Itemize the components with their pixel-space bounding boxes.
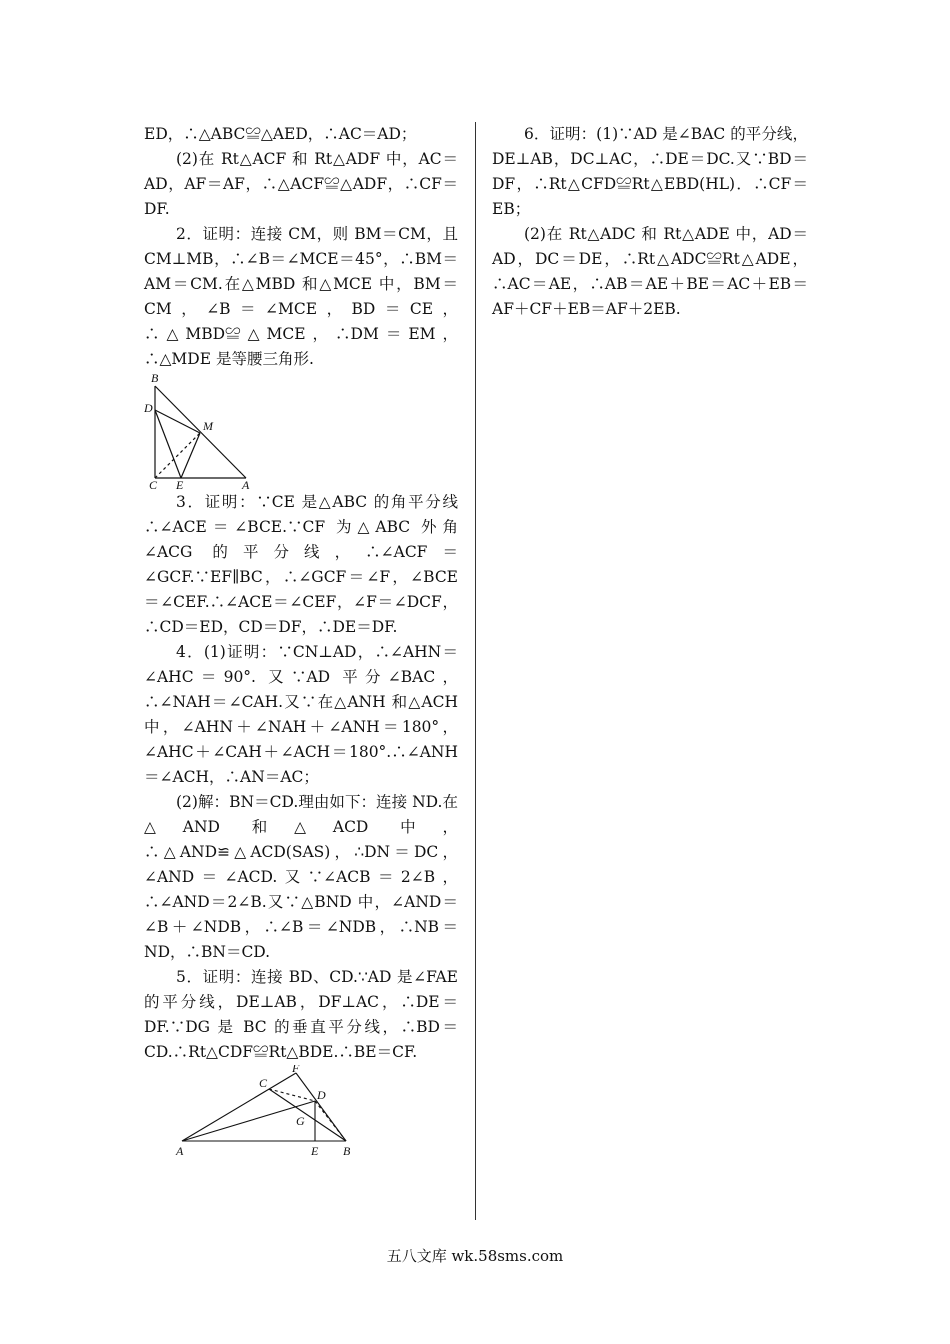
answer-1-end: ED，∴△ABC≌△AED，∴AC＝AD； (144, 125, 417, 143)
label-B: B (343, 1144, 351, 1157)
label-D: D (317, 1088, 326, 1102)
label-D: D (144, 401, 153, 415)
answer-6-part-1: 6．证明：(1)∵AD 是∠BAC 的平分线，DE⊥AB，DC⊥AC，∴DE＝DC.又∵BD＝DF，∴Rt△CFD≌Rt△EBD(HL)．∴CF＝EB； (492, 125, 808, 218)
right-column (492, 122, 808, 322)
label-A: A (242, 478, 250, 490)
answer-5: 5．证明：连接 BD、CD.∵AD 是∠FAE 的平分线，DE⊥AB，DF⊥AC，∴DE＝DF.∵DG 是 BC 的垂直平分线，∴BD＝CD.∴Rt△CDF≌Rt△BDE.∴BE＝CF. (144, 968, 458, 1061)
answer-3: 3．证明：∵CE 是△ABC 的角平分线∴∠ACE＝∠BCE.∵CF 为△ABC 外角∠ACG 的平分线，∴∠ACF＝∠GCF.∵EF∥BC，∴∠GCF＝∠F，∠BCE＝∠CEF.∴∠ACE＝∠CEF，∠F＝∠DCF，∴CD＝ED，CD＝DF，∴DE＝DF. (144, 493, 458, 636)
label-F: F (292, 1065, 300, 1075)
column-divider (475, 122, 476, 1220)
answer-4-part-2: (2)解：BN＝CD.理由如下：连接 ND.在△AND 和△ACD 中，∴△AND≌△ACD(SAS)，∴DN＝DC，∠AND＝∠ACD.又∵∠ACB＝2∠B，∴∠AND＝2∠B.又∵△BND 中，∠AND＝∠B＋∠NDB，∴∠B＝∠NDB，∴NB＝ND，∴BN＝CD. (144, 793, 458, 961)
label-E: E (176, 478, 184, 490)
answer-2: 2．证明：连接 CM，则 BM＝CM，且 CM⊥MB，∴∠B＝∠MCE＝45°，∴BM＝AM＝CM.在△MBD 和△MCE 中，BM＝CM，∠B＝∠MCE，BD＝CE，∴△MBD≌△MCE，∴DM＝EM，∴△MDE 是等腰三角形. (144, 225, 458, 368)
label-C: C (149, 478, 158, 490)
left-column (144, 122, 458, 1157)
figure-angle-bisector (174, 1065, 364, 1157)
footer-watermark: 五八文库 wk.58sms.com (386, 1247, 564, 1265)
answer-1-part-2: (2)在 Rt△ACF 和 Rt△ADF 中，AC＝AD，AF＝AF，∴△ACF≌△ADF，∴CF＝DF. (144, 150, 458, 218)
label-A: A (176, 1144, 184, 1157)
answer-4-part-1: 4．(1)证明：∵CN⊥AD，∴∠AHN＝∠AHC＝90°. 又∵AD 平分∠BAC，∴∠NAH＝∠CAH.又∵在△ANH 和△ACH 中，∠AHN＋∠NAH＋∠ANH＝180°，∠AHC＋∠CAH＋∠ACH＝180°.∴∠ANH＝∠ACH，∴AN＝AC； (144, 643, 458, 786)
figure-triangle-bmde (144, 372, 264, 490)
label-B: B (151, 372, 159, 385)
label-E: E (311, 1144, 319, 1157)
answer-6-part-2: (2)在 Rt△ADC 和 Rt△ADE 中，AD＝AD，DC＝DE，∴Rt△ADC≌Rt△ADE，∴AC＝AE，∴AB＝AE＋BE＝AC＋EB＝AF＋CF＋EB＝AF＋2EB. (492, 225, 808, 318)
label-G: G (296, 1114, 305, 1128)
label-C: C (259, 1076, 268, 1090)
label-M: M (203, 419, 213, 433)
